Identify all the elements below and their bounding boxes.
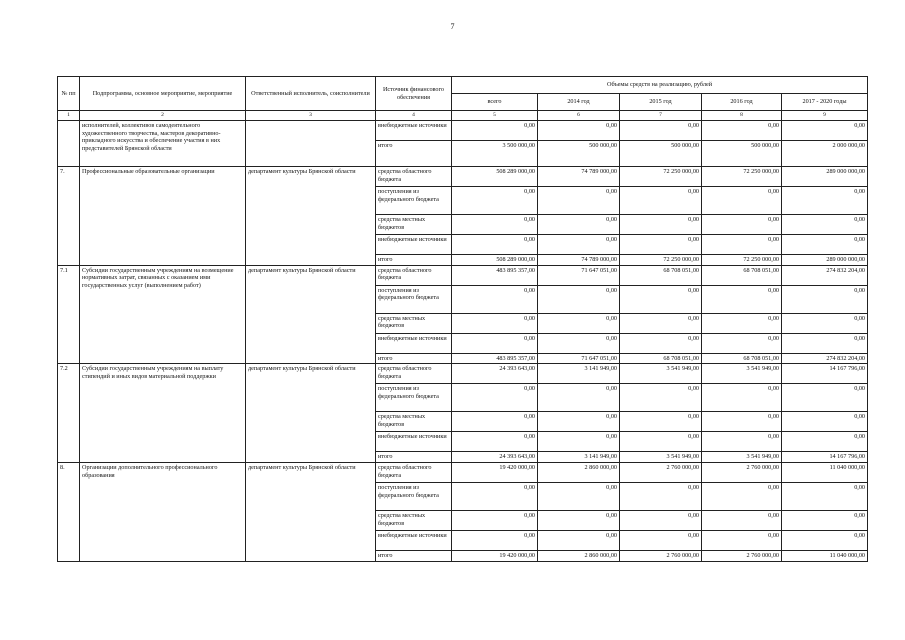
- value-cell: 74 789 000,00: [538, 166, 620, 186]
- value-cell: 0,00: [452, 120, 538, 140]
- value-cell: 2 760 000,00: [702, 463, 782, 483]
- value-cell: 0,00: [620, 511, 702, 531]
- value-cell: 0,00: [452, 483, 538, 511]
- value-cell: 0,00: [782, 511, 868, 531]
- value-cell: 0,00: [702, 214, 782, 234]
- value-cell: 0,00: [702, 531, 782, 551]
- value-cell: 3 141 949,00: [538, 364, 620, 384]
- value-cell: 0,00: [782, 483, 868, 511]
- value-cell: 0,00: [782, 432, 868, 452]
- value-cell: 3 500 000,00: [452, 140, 538, 166]
- column-number: 7: [620, 111, 702, 121]
- header-program: Подпрограмма, основное мероприятие, мероприятие: [80, 77, 246, 111]
- value-cell: 0,00: [782, 333, 868, 353]
- value-cell: 0,00: [538, 432, 620, 452]
- column-number: 8: [702, 111, 782, 121]
- value-cell: 68 708 051,00: [702, 265, 782, 285]
- value-cell: 0,00: [620, 432, 702, 452]
- value-cell: 0,00: [620, 531, 702, 551]
- source-cell: поступления из федерального бюджета: [376, 384, 452, 412]
- source-cell: средства местных бюджетов: [376, 412, 452, 432]
- value-cell: 0,00: [452, 531, 538, 551]
- value-cell: 0,00: [538, 234, 620, 254]
- section-number: 8.: [58, 463, 80, 562]
- section-executor: департамент культуры Брянской области: [246, 166, 376, 265]
- value-cell: 483 895 357,00: [452, 265, 538, 285]
- value-cell: 3 541 949,00: [620, 364, 702, 384]
- total-value-cell: 68 708 051,00: [620, 353, 702, 364]
- column-number: 9: [782, 111, 868, 121]
- value-cell: 0,00: [620, 285, 702, 313]
- total-value-cell: 14 167 796,00: [782, 452, 868, 463]
- source-cell: поступления из федерального бюджета: [376, 186, 452, 214]
- total-value-cell: 2 760 000,00: [620, 551, 702, 562]
- value-cell: 0,00: [782, 384, 868, 412]
- value-cell: 0,00: [620, 313, 702, 333]
- value-cell: 0,00: [538, 333, 620, 353]
- value-cell: 72 250 000,00: [702, 166, 782, 186]
- column-number: 2: [80, 111, 246, 121]
- value-cell: 0,00: [452, 511, 538, 531]
- source-cell: внебюджетные источники: [376, 432, 452, 452]
- value-cell: 0,00: [782, 285, 868, 313]
- value-cell: 0,00: [702, 483, 782, 511]
- value-cell: 0,00: [702, 333, 782, 353]
- header-2016: 2016 год: [702, 94, 782, 111]
- total-value-cell: 3 541 949,00: [702, 452, 782, 463]
- value-cell: 0,00: [702, 313, 782, 333]
- value-cell: 3 541 949,00: [702, 364, 782, 384]
- total-value-cell: 2 860 000,00: [538, 551, 620, 562]
- value-cell: 11 040 000,00: [782, 463, 868, 483]
- value-cell: 0,00: [782, 120, 868, 140]
- value-cell: 0,00: [452, 234, 538, 254]
- table-header: [58, 77, 868, 121]
- header-2014: 2014 год: [538, 94, 620, 111]
- value-cell: 0,00: [782, 313, 868, 333]
- source-cell: внебюджетные источники: [376, 120, 452, 140]
- value-cell: 289 000 000,00: [782, 166, 868, 186]
- total-value-cell: 71 647 051,00: [538, 353, 620, 364]
- value-cell: 0,00: [702, 234, 782, 254]
- total-value-cell: 72 250 000,00: [620, 254, 702, 265]
- value-cell: 0,00: [620, 186, 702, 214]
- source-total-cell: итого: [376, 254, 452, 265]
- source-cell: поступления из федерального бюджета: [376, 285, 452, 313]
- value-cell: 508 289 000,00: [452, 166, 538, 186]
- header-executor: Ответственный исполнитель, соисполнители: [246, 77, 376, 111]
- table-body: [58, 120, 868, 561]
- header-2017-2020: 2017 - 2020 годы: [782, 94, 868, 111]
- value-cell: 0,00: [620, 483, 702, 511]
- value-cell: 0,00: [702, 285, 782, 313]
- source-cell: средства местных бюджетов: [376, 313, 452, 333]
- total-value-cell: 508 289 000,00: [452, 254, 538, 265]
- value-cell: 0,00: [452, 214, 538, 234]
- value-cell: 0,00: [538, 531, 620, 551]
- total-value-cell: 3 141 949,00: [538, 452, 620, 463]
- source-cell: средства областного бюджета: [376, 364, 452, 384]
- section-executor: департамент культуры Брянской области: [246, 463, 376, 562]
- source-cell: средства местных бюджетов: [376, 511, 452, 531]
- value-cell: 0,00: [452, 432, 538, 452]
- value-cell: 2 760 000,00: [620, 463, 702, 483]
- table-row: [58, 166, 868, 186]
- total-value-cell: 72 250 000,00: [702, 254, 782, 265]
- value-cell: 274 832 204,00: [782, 265, 868, 285]
- section-name: Субсидии государственным учреждениям на выплату стипендий и иных видов материальной поддержки: [80, 364, 246, 463]
- header-volumes: Объемы средств на реализацию, рублей: [452, 77, 868, 94]
- value-cell: 500 000,00: [538, 140, 620, 166]
- continuation-executor-empty: [246, 120, 376, 166]
- value-cell: 0,00: [538, 313, 620, 333]
- value-cell: 0,00: [452, 384, 538, 412]
- column-number: 5: [452, 111, 538, 121]
- column-number: 6: [538, 111, 620, 121]
- column-number: 3: [246, 111, 376, 121]
- value-cell: 0,00: [782, 214, 868, 234]
- value-cell: 0,00: [538, 511, 620, 531]
- table-row: [58, 463, 868, 483]
- value-cell: 0,00: [702, 511, 782, 531]
- total-value-cell: 11 040 000,00: [782, 551, 868, 562]
- value-cell: 0,00: [452, 333, 538, 353]
- value-cell: 0,00: [702, 432, 782, 452]
- value-cell: 0,00: [538, 186, 620, 214]
- value-cell: 68 708 051,00: [620, 265, 702, 285]
- row-num-empty: [58, 120, 80, 166]
- column-number: 1: [58, 111, 80, 121]
- value-cell: 0,00: [702, 412, 782, 432]
- total-value-cell: 24 393 643,00: [452, 452, 538, 463]
- value-cell: 0,00: [782, 186, 868, 214]
- header-total: всего: [452, 94, 538, 111]
- total-value-cell: 68 708 051,00: [702, 353, 782, 364]
- value-cell: 0,00: [620, 234, 702, 254]
- value-cell: 0,00: [702, 186, 782, 214]
- page-number: 7: [450, 22, 455, 31]
- value-cell: 0,00: [782, 234, 868, 254]
- value-cell: 0,00: [538, 483, 620, 511]
- source-cell: внебюджетные источники: [376, 234, 452, 254]
- source-total-cell: итого: [376, 452, 452, 463]
- value-cell: 0,00: [452, 412, 538, 432]
- source-cell: средства местных бюджетов: [376, 214, 452, 234]
- section-number: 7.: [58, 166, 80, 265]
- value-cell: 500 000,00: [702, 140, 782, 166]
- table-row: [58, 265, 868, 285]
- table-row: [58, 364, 868, 384]
- value-cell: 0,00: [452, 186, 538, 214]
- value-cell: 2 000 000,00: [782, 140, 868, 166]
- value-cell: 0,00: [782, 531, 868, 551]
- total-value-cell: 2 760 000,00: [702, 551, 782, 562]
- section-name: Профессиональные образовательные организации: [80, 166, 246, 265]
- value-cell: 0,00: [538, 384, 620, 412]
- value-cell: 0,00: [538, 412, 620, 432]
- value-cell: 0,00: [452, 285, 538, 313]
- value-cell: 0,00: [702, 120, 782, 140]
- total-value-cell: 3 541 949,00: [620, 452, 702, 463]
- source-cell: итого: [376, 140, 452, 166]
- section-number: 7.1: [58, 265, 80, 364]
- value-cell: 0,00: [620, 120, 702, 140]
- value-cell: 72 250 000,00: [620, 166, 702, 186]
- value-cell: 0,00: [538, 120, 620, 140]
- source-total-cell: итого: [376, 551, 452, 562]
- section-number: 7.2: [58, 364, 80, 463]
- value-cell: 0,00: [538, 285, 620, 313]
- total-value-cell: 274 832 204,00: [782, 353, 868, 364]
- value-cell: 0,00: [538, 214, 620, 234]
- value-cell: 0,00: [620, 333, 702, 353]
- total-value-cell: 19 420 000,00: [452, 551, 538, 562]
- source-cell: поступления из федерального бюджета: [376, 483, 452, 511]
- section-executor: департамент культуры Брянской области: [246, 265, 376, 364]
- header-2015: 2015 год: [620, 94, 702, 111]
- value-cell: 71 647 051,00: [538, 265, 620, 285]
- value-cell: 0,00: [782, 412, 868, 432]
- value-cell: 0,00: [702, 384, 782, 412]
- header-num: № пп: [58, 77, 80, 111]
- source-cell: внебюджетные источники: [376, 531, 452, 551]
- budget-table: [57, 76, 868, 562]
- value-cell: 14 167 796,00: [782, 364, 868, 384]
- value-cell: 0,00: [452, 313, 538, 333]
- value-cell: 24 393 643,00: [452, 364, 538, 384]
- total-value-cell: 483 895 357,00: [452, 353, 538, 364]
- value-cell: 0,00: [620, 412, 702, 432]
- column-number: 4: [376, 111, 452, 121]
- source-total-cell: итого: [376, 353, 452, 364]
- header-source: Источник финансового обеспечения: [376, 77, 452, 111]
- section-name: Субсидии государственным учреждениям на возмещение нормативных затрат, связанных с оказанием ими государственных услуг (выполнением работ): [80, 265, 246, 364]
- section-executor: департамент культуры Брянской области: [246, 364, 376, 463]
- table-row: [58, 120, 868, 140]
- source-cell: средства областного бюджета: [376, 166, 452, 186]
- source-cell: средства областного бюджета: [376, 463, 452, 483]
- value-cell: 0,00: [620, 214, 702, 234]
- value-cell: 0,00: [620, 384, 702, 412]
- section-name: Организации дополнительного профессионального образования: [80, 463, 246, 562]
- value-cell: 500 000,00: [620, 140, 702, 166]
- source-cell: средства областного бюджета: [376, 265, 452, 285]
- total-value-cell: 289 000 000,00: [782, 254, 868, 265]
- source-cell: внебюджетные источники: [376, 333, 452, 353]
- total-value-cell: 74 789 000,00: [538, 254, 620, 265]
- value-cell: 19 420 000,00: [452, 463, 538, 483]
- column-numbers-row: [58, 111, 868, 121]
- value-cell: 2 860 000,00: [538, 463, 620, 483]
- continuation-text: исполнителей, коллективов самодеятельного художественного творчества, мастеров декоративно-прикладного искусства и обеспечение участия в них представителей Брянской области: [80, 120, 246, 166]
